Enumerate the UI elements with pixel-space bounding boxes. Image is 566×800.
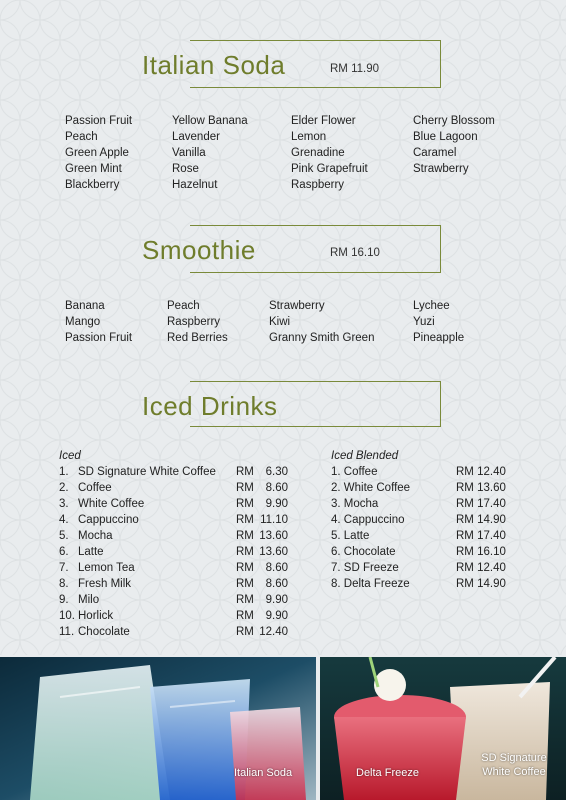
table-row-num: 5. [59,530,69,542]
delta-freeze-caption: Delta Freeze [356,767,419,779]
list-item: Strawberry [413,163,469,175]
table-row-name: Milo [78,594,100,606]
table-row-num: 2. [59,482,69,494]
list-item: Kiwi [269,316,291,328]
table-row-name: Cappuccino [78,514,139,526]
list-item: Peach [167,300,200,312]
table-row-num: 9. [59,594,69,606]
table-row-currency: RM [236,498,254,510]
italian-soda-photo [0,657,316,800]
table-row-currency: RM [236,578,254,590]
list-item: Vanilla [172,147,206,159]
table-row-price: RM 13.60 [456,482,506,494]
table-row-name: 1. Coffee [331,466,378,478]
smoothie-title: Smoothie [142,235,256,265]
list-item: Lavender [172,131,220,143]
table-row-name: Horlick [78,610,114,622]
list-item: Red Berries [167,332,228,344]
table-row-currency: RM [236,530,254,542]
delta-freeze-photo [320,657,566,800]
table-row-name: Fresh Milk [78,578,132,590]
table-row-name: 6. Chocolate [331,546,396,558]
table-row-num: 3. [59,498,69,510]
table-row-currency: RM [236,546,254,558]
table-row-name: Lemon Tea [78,562,135,574]
table-row-price: RM 16.10 [456,546,506,558]
table-row-currency: RM [236,610,254,622]
table-row-price: 6.30 [265,466,288,478]
table-row-price: 9.90 [265,498,288,510]
list-item: Raspberry [291,179,345,191]
table-row-num: 8. [59,578,69,590]
table-row-price: 9.90 [265,610,288,622]
table-row-currency: RM [236,594,254,606]
table-row-name: SD Signature White Coffee [78,466,216,478]
list-item: Green Apple [65,147,129,159]
table-row-price: RM 12.40 [456,562,506,574]
table-row-num: 7. [59,562,69,574]
table-row-name: 2. White Coffee [331,482,411,494]
list-item: Granny Smith Green [269,332,375,344]
table-row-num: 4. [59,514,69,526]
table-row-num: 1. [59,466,69,478]
table-row-price: 8.60 [265,562,288,574]
iced-drinks-title: Iced Drinks [142,391,278,421]
table-row-num: 11. [59,626,75,638]
table-row-name: 4. Cappuccino [331,514,405,526]
table-row-name: Chocolate [78,626,130,638]
table-row-name: Mocha [78,530,113,542]
table-row-price: 8.60 [265,482,288,494]
table-row-currency: RM [236,514,254,526]
list-item: Raspberry [167,316,221,328]
italian-soda-price: RM 11.90 [330,63,380,75]
table-row-price: 9.90 [265,594,288,606]
italian-soda-title: Italian Soda [142,50,286,80]
list-item: Pink Grapefruit [291,163,368,175]
table-row-name: 7. SD Freeze [331,562,399,574]
smoothie-price: RM 16.10 [330,247,380,259]
list-item: Pineapple [413,332,465,344]
table-row-name: 8. Delta Freeze [331,578,410,590]
table-row-currency: RM [236,626,254,638]
table-row-name: Latte [78,546,104,558]
table-row-price: 13.60 [259,546,288,558]
list-item: Grenadine [291,147,345,159]
table-row-price: 8.60 [265,578,288,590]
list-item: Yellow Banana [172,115,248,127]
table-row-price: RM 14.90 [456,514,506,526]
table-row-price: RM 12.40 [456,466,506,478]
list-item: Peach [65,131,98,143]
sd-signature-caption: SD Signature White Coffee [481,752,547,778]
table-row-price: 11.10 [260,514,288,526]
table-row-name: White Coffee [78,498,145,510]
list-item: Banana [65,300,105,312]
list-item: Cherry Blossom [413,115,495,127]
table-row-currency: RM [236,482,254,494]
table-row-price: 13.60 [259,530,288,542]
table-row-price: RM 17.40 [456,530,506,542]
list-item: Yuzi [413,316,435,328]
list-item: Strawberry [269,300,325,312]
table-row-name: Coffee [78,482,112,494]
table-row-currency: RM [236,562,254,574]
list-item: Rose [172,163,199,175]
list-item: Green Mint [65,163,122,175]
table-row-num: 10. [59,610,75,622]
iced-blended-heading: Iced Blended [331,450,399,462]
list-item: Blackberry [65,179,120,191]
iced-heading: Iced [59,450,81,462]
list-item: Mango [65,316,101,328]
list-item: Blue Lagoon [413,131,478,143]
list-item: Lychee [413,300,450,312]
table-row-price: 12.40 [259,626,288,638]
list-item: Elder Flower [291,115,356,127]
table-row-price: RM 14.90 [456,578,506,590]
table-row-currency: RM [236,466,254,478]
table-row-price: RM 17.40 [456,498,506,510]
list-item: Hazelnut [172,179,218,191]
list-item: Passion Fruit [65,332,133,344]
italian-soda-caption: Italian Soda [234,767,293,779]
table-row-name: 5. Latte [331,530,370,542]
table-row-name: 3. Mocha [331,498,379,510]
table-row-num: 6. [59,546,69,558]
list-item: Lemon [291,131,327,143]
list-item: Passion Fruit [65,115,133,127]
list-item: Caramel [413,147,457,159]
